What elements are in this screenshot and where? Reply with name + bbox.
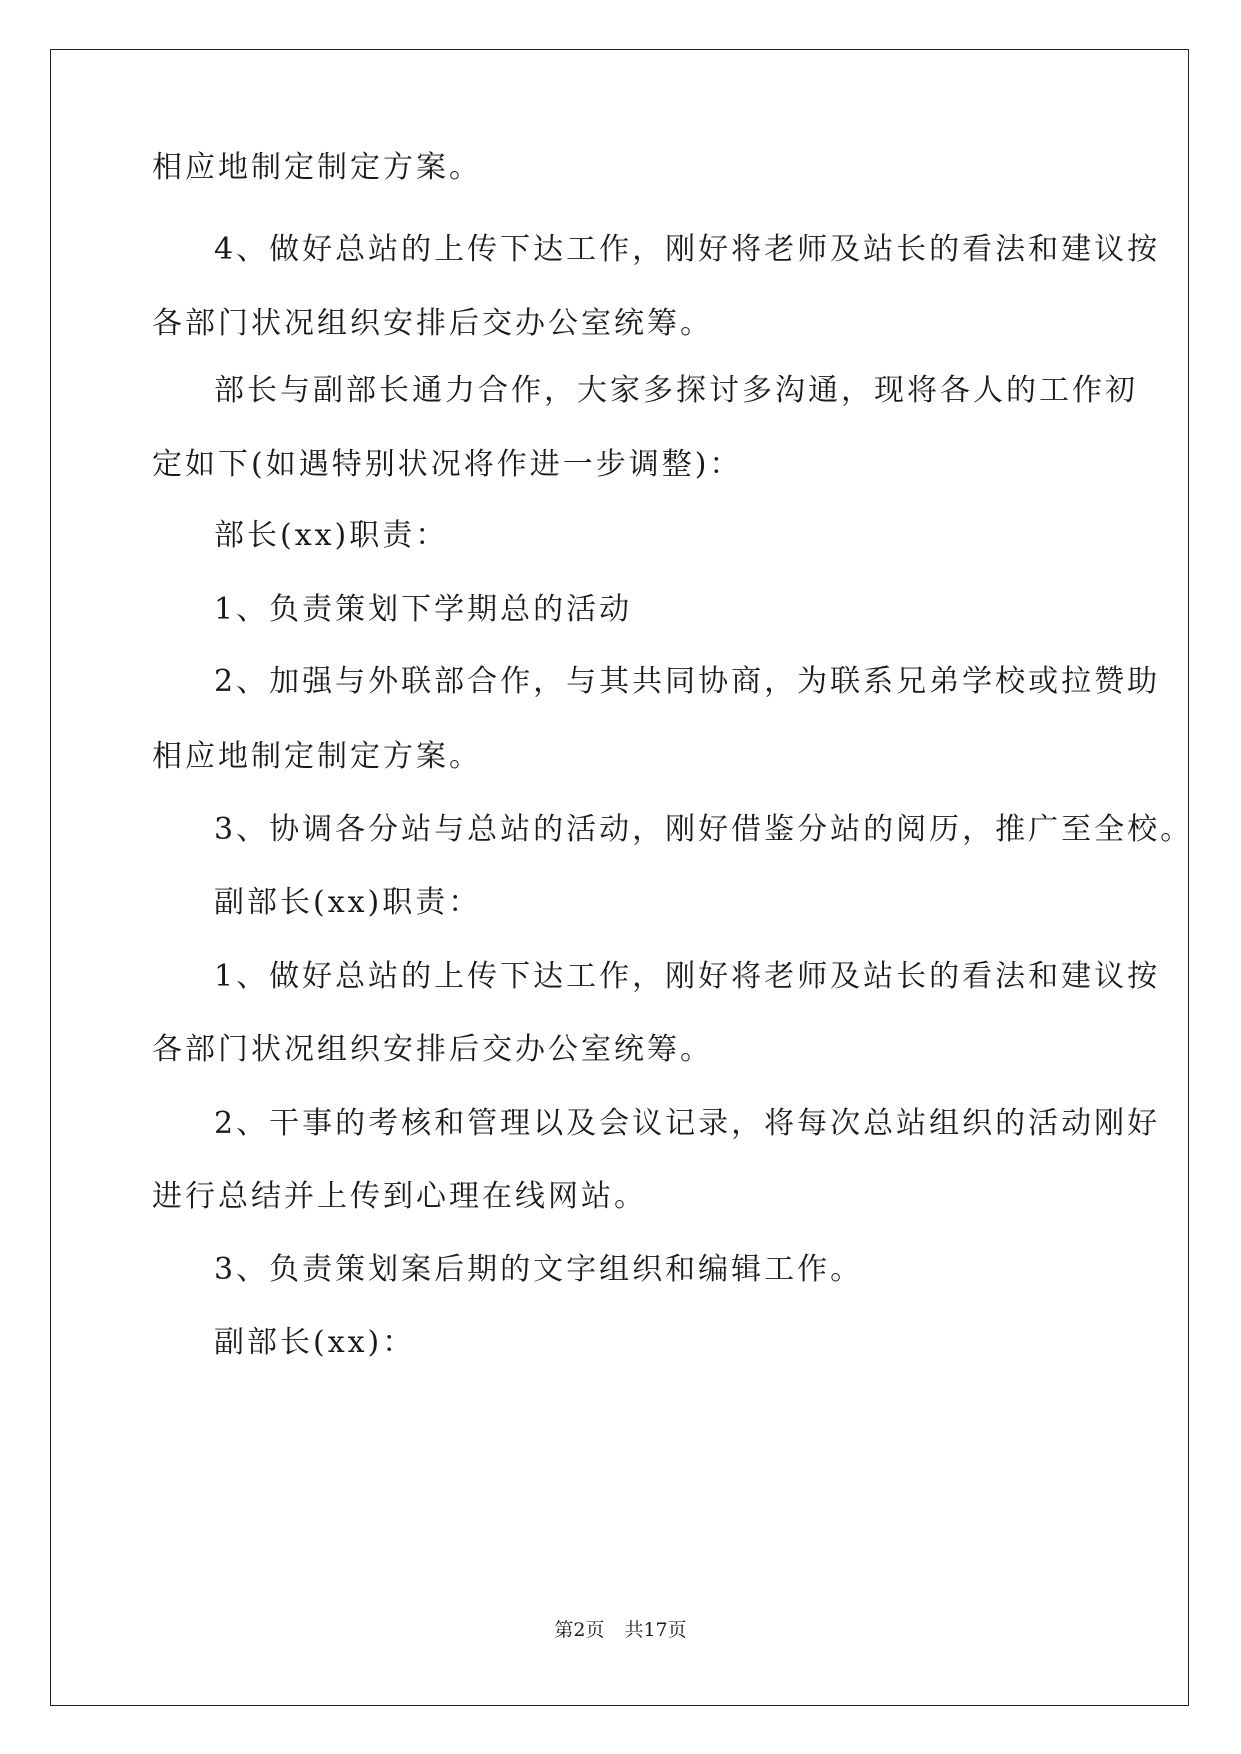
text-line: 4、做好总站的上传下达工作，刚好将老师及站长的看法和建议按 (214, 232, 1161, 267)
page-footer (0, 1618, 1241, 1642)
text-line: 副部长(xx)： (214, 1325, 416, 1360)
text-line: 3、协调各分站与总站的活动，刚好借鉴分站的阅历，推广至全校。 (214, 812, 1194, 847)
text-line: 1、负责策划下学期总的活动 (214, 592, 633, 627)
text-line: 定如下(如遇特别状况将作进一步调整)： (152, 447, 743, 482)
text-line: 各部门状况组织安排后交办公室统筹。 (152, 306, 713, 341)
text-line: 3、负责策划案后期的文字组织和编辑工作。 (214, 1252, 864, 1287)
page-number: 第2页 (554, 1619, 605, 1641)
text-line: 部长(xx)职责： (214, 518, 449, 553)
text-line: 相应地制定制定方案。 (152, 150, 482, 185)
text-line: 各部门状况组织安排后交办公室统筹。 (152, 1032, 713, 1067)
text-line: 相应地制定制定方案。 (152, 739, 482, 774)
text-line: 2、加强与外联部合作，与其共同协商，为联系兄弟学校或拉赞助 (214, 664, 1161, 699)
text-line: 进行总结并上传到心理在线网站。 (152, 1179, 647, 1214)
text-line: 1、做好总站的上传下达工作，刚好将老师及站长的看法和建议按 (214, 959, 1161, 994)
text-line: 2、干事的考核和管理以及会议记录，将每次总站组织的活动刚好 (214, 1106, 1161, 1141)
text-line: 副部长(xx)职责： (214, 885, 482, 920)
page-border (50, 49, 1189, 1706)
page-total: 共17页 (624, 1619, 687, 1641)
text-line: 部长与副部长通力合作，大家多探讨多沟通，现将各人的工作初 (214, 373, 1138, 408)
